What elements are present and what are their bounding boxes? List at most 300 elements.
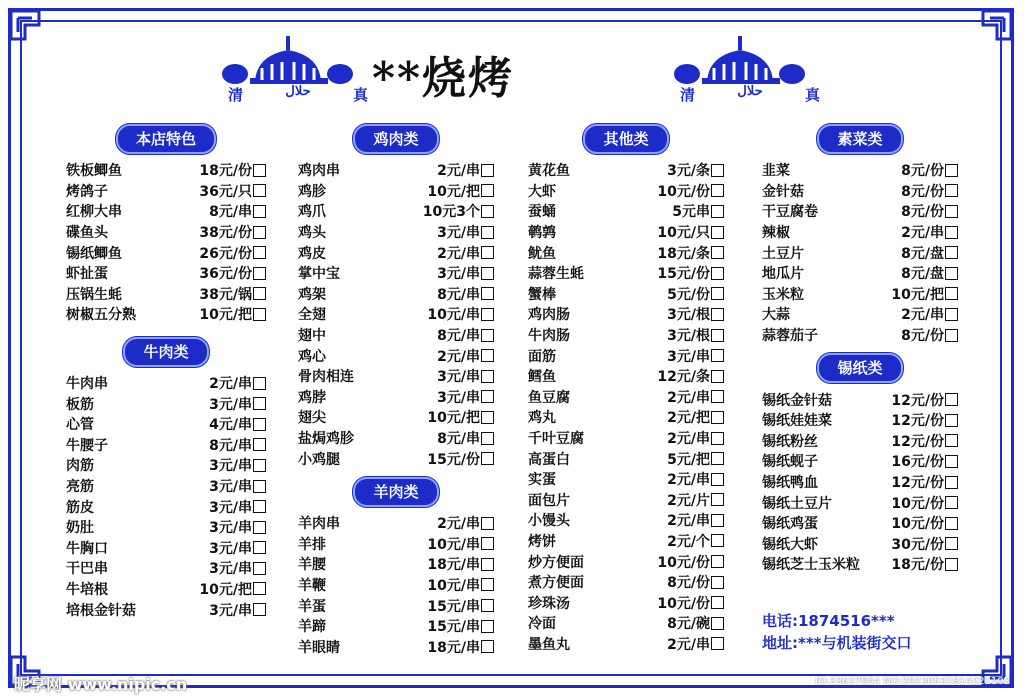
section-list-lamb (298, 513, 494, 657)
menu-item-name: 高蛋白 (528, 451, 570, 468)
menu-item-price-group (427, 596, 494, 616)
menu-item-price-group (437, 346, 494, 366)
menu-item-price: 10元3个 (422, 204, 480, 221)
order-checkbox[interactable] (481, 620, 494, 633)
menu-item-price: 2元/串 (667, 472, 710, 489)
menu-item-price-group (437, 325, 494, 345)
section-badge-lamb: 羊肉类 (353, 477, 438, 507)
section-badge-specialty: 本店特色 (116, 124, 216, 154)
menu-item-name: 蒜蓉茄子 (762, 328, 818, 345)
menu-item-name: 小鸡腿 (298, 451, 340, 468)
menu-item-name: 肉筋 (66, 458, 94, 475)
logo-script: ﺣﻼﻝ (737, 84, 763, 99)
menu-item-row (66, 476, 266, 497)
page-title: **烧烤 (372, 53, 515, 104)
menu-item-price-group (437, 222, 494, 242)
menu-item-name: 羊眼睛 (298, 639, 340, 656)
order-checkbox[interactable] (945, 558, 958, 571)
menu-item-price: 3元/串 (437, 389, 480, 406)
order-checkbox[interactable] (711, 555, 724, 568)
order-checkbox[interactable] (945, 287, 958, 300)
menu-item-name: 培根金针菇 (66, 602, 136, 619)
menu-item-name: 大虾 (528, 183, 556, 200)
menu-item-name: 板筋 (66, 396, 94, 413)
order-checkbox[interactable] (481, 640, 494, 653)
menu-item-row (762, 181, 958, 202)
menu-item-name: 面包片 (528, 492, 570, 509)
menu-item-row (66, 414, 266, 435)
order-checkbox[interactable] (945, 537, 958, 550)
menu-item-price: 12元/条 (657, 369, 710, 386)
menu-item-price-group (667, 531, 724, 551)
menu-item-price-group (672, 201, 724, 221)
menu-item-row (762, 160, 958, 181)
order-checkbox[interactable] (253, 246, 266, 259)
menu-item-price-group (667, 407, 724, 427)
menu-item-price-group (199, 284, 266, 304)
menu-item-price: 10元/把 (427, 183, 480, 200)
menu-item-price: 2元/串 (667, 389, 710, 406)
menu-item-row (528, 181, 724, 202)
address: 地址:***与机装街交口 (762, 634, 912, 652)
order-checkbox[interactable] (481, 599, 494, 612)
mosque-icon (220, 34, 370, 86)
section-badge-foil: 锡纸类 (817, 353, 902, 383)
menu-item-row (528, 407, 724, 428)
menu-item-price-group (667, 449, 724, 469)
menu-item-row (762, 534, 958, 555)
order-checkbox[interactable] (253, 226, 266, 239)
menu-item-row (298, 304, 494, 325)
order-checkbox[interactable] (711, 390, 724, 403)
order-checkbox[interactable] (481, 164, 494, 177)
menu-item-price: 18元/份 (199, 163, 252, 180)
order-checkbox[interactable] (253, 418, 266, 431)
menu-item-price-group (437, 160, 494, 180)
order-checkbox[interactable] (253, 582, 266, 595)
order-checkbox[interactable] (711, 596, 724, 609)
menu-item-price: 30元/份 (891, 536, 944, 553)
menu-item-row (298, 534, 494, 555)
menu-item-price: 18元/串 (427, 557, 480, 574)
menu-item-price-group (437, 387, 494, 407)
menu-item-name: 翅尖 (298, 410, 326, 427)
order-checkbox[interactable] (945, 496, 958, 509)
menu-item-row (66, 599, 266, 620)
menu-item-name: 羊排 (298, 536, 326, 553)
menu-item-price-group (667, 284, 724, 304)
menu-item-row (528, 387, 724, 408)
menu-item-name: 炒方便面 (528, 554, 584, 571)
order-checkbox[interactable] (945, 455, 958, 468)
menu-item-name: 筋皮 (66, 499, 94, 516)
menu-item-price: 3元/串 (209, 396, 252, 413)
order-checkbox[interactable] (253, 184, 266, 197)
menu-item-row (66, 496, 266, 517)
menu-item-row (762, 242, 958, 263)
menu-item-row (528, 242, 724, 263)
order-checkbox[interactable] (481, 246, 494, 259)
order-checkbox[interactable] (481, 329, 494, 342)
menu-item-price-group (209, 517, 266, 537)
menu-item-name: 鸡架 (298, 286, 326, 303)
menu-item-name: 实蛋 (528, 472, 556, 489)
order-checkbox[interactable] (711, 637, 724, 650)
menu-item-row (528, 531, 724, 552)
menu-item-price-group (423, 201, 494, 221)
site-watermark: 昵享网 www.nipic.cn (14, 675, 188, 694)
order-checkbox[interactable] (945, 476, 958, 489)
menu-item-name: 牛腰子 (66, 437, 108, 454)
menu-item-row (762, 554, 958, 575)
order-checkbox[interactable] (711, 514, 724, 527)
menu-item-row (762, 492, 958, 513)
menu-item-row (762, 263, 958, 284)
menu-item-price: 3元/串 (209, 499, 252, 516)
menu-item-price-group (657, 552, 724, 572)
menu-item-name: 鸡皮 (298, 245, 326, 262)
order-checkbox[interactable] (253, 205, 266, 218)
menu-item-price: 16元/份 (891, 454, 944, 471)
menu-item-row (762, 284, 958, 305)
order-checkbox[interactable] (945, 393, 958, 406)
order-checkbox[interactable] (945, 329, 958, 342)
menu-item-price-group (209, 201, 266, 221)
order-checkbox[interactable] (253, 377, 266, 390)
menu-item-price-group (209, 435, 266, 455)
menu-item-price-group (901, 304, 958, 324)
menu-item-row (528, 551, 724, 572)
section-badge-other: 其他类 (583, 124, 668, 154)
menu-item-price: 12元/份 (891, 392, 944, 409)
order-checkbox[interactable] (945, 164, 958, 177)
menu-item-name: 鱿鱼 (528, 245, 556, 262)
order-checkbox[interactable] (253, 397, 266, 410)
menu-item-row (66, 579, 266, 600)
menu-item-name: 锡纸鲫鱼 (66, 245, 122, 262)
menu-item-price: 2元/串 (437, 348, 480, 365)
menu-item-name: 鹌鹑 (528, 225, 556, 242)
menu-item-price: 36元/只 (199, 183, 252, 200)
menu-item-name: 蟹棒 (528, 286, 556, 303)
order-checkbox[interactable] (253, 267, 266, 280)
order-checkbox[interactable] (945, 434, 958, 447)
menu-item-price-group (901, 160, 958, 180)
order-checkbox[interactable] (945, 226, 958, 239)
menu-item-price-group (667, 160, 724, 180)
order-checkbox[interactable] (945, 517, 958, 530)
menu-item-row (66, 181, 266, 202)
menu-item-price: 2元/片 (667, 492, 710, 509)
logo-char-right: 真 (352, 86, 368, 104)
mosque-icon (672, 34, 822, 86)
order-checkbox[interactable] (945, 205, 958, 218)
menu-item-name: 锡纸娃娃菜 (762, 413, 832, 430)
logo-script: ﺣﻼﻝ (285, 84, 311, 99)
menu-item-price: 10元/只 (657, 225, 710, 242)
order-checkbox[interactable] (253, 541, 266, 554)
logo-char-left: 清 (228, 86, 244, 104)
menu-item-price: 10元/把 (427, 410, 480, 427)
menu-item-name: 锡纸大虾 (762, 536, 818, 553)
menu-item-row (762, 513, 958, 534)
menu-item-price: 8元/份 (901, 163, 944, 180)
menu-item-price: 18元/份 (891, 557, 944, 574)
menu-item-name: 面筋 (528, 348, 556, 365)
menu-item-row (762, 222, 958, 243)
menu-item-name: 羊肉串 (298, 516, 340, 533)
menu-item-price-group (667, 387, 724, 407)
menu-item-name: 全翅 (298, 307, 326, 324)
menu-item-price-group (891, 284, 958, 304)
menu-item-name: 牛肉串 (66, 376, 108, 393)
menu-item-name: 蒜蓉生蚝 (528, 266, 584, 283)
menu-item-name: 碟鱼头 (66, 225, 108, 242)
menu-item-name: 牛胸口 (66, 540, 108, 557)
menu-item-price: 8元/串 (209, 204, 252, 221)
order-checkbox[interactable] (711, 246, 724, 259)
order-checkbox[interactable] (481, 267, 494, 280)
menu-item-row (66, 558, 266, 579)
menu-item-price-group (199, 181, 266, 201)
order-checkbox[interactable] (481, 558, 494, 571)
menu-item-price-group (209, 600, 266, 620)
order-checkbox[interactable] (253, 287, 266, 300)
menu-item-price-group (901, 222, 958, 242)
menu-item-name: 红柳大串 (66, 204, 122, 221)
order-checkbox[interactable] (711, 370, 724, 383)
menu-item-row (528, 469, 724, 490)
menu-item-price-group (427, 407, 494, 427)
order-checkbox[interactable] (711, 164, 724, 177)
menu-item-name: 奶肚 (66, 520, 94, 537)
menu-item-price-group (437, 428, 494, 448)
order-checkbox[interactable] (711, 205, 724, 218)
order-checkbox[interactable] (711, 432, 724, 445)
menu-item-price-group (667, 490, 724, 510)
menu-item-row (528, 201, 724, 222)
menu-item-row (528, 160, 724, 181)
menu-item-price: 2元/把 (667, 410, 710, 427)
menu-item-row (298, 554, 494, 575)
menu-item-name: 鸡心 (298, 348, 326, 365)
menu-item-price-group (437, 243, 494, 263)
menu-item-price: 15元/份 (427, 451, 480, 468)
menu-item-price: 10元/把 (199, 581, 252, 598)
section-badge-vegetable: 素菜类 (817, 124, 902, 154)
menu-item-row (298, 201, 494, 222)
order-checkbox[interactable] (253, 603, 266, 616)
menu-item-price-group (209, 497, 266, 517)
menu-item-row (528, 510, 724, 531)
order-checkbox[interactable] (481, 226, 494, 239)
order-checkbox[interactable] (945, 246, 958, 259)
menu-item-row (66, 455, 266, 476)
menu-item-price: 15元/份 (657, 266, 710, 283)
menu-item-row (298, 636, 494, 657)
menu-item-price-group (667, 613, 724, 633)
menu-item-price-group (891, 493, 958, 513)
menu-item-name: 小馒头 (528, 513, 570, 530)
order-checkbox[interactable] (481, 517, 494, 530)
halal-logo-left (220, 34, 370, 104)
order-checkbox[interactable] (253, 480, 266, 493)
order-checkbox[interactable] (711, 308, 724, 321)
menu-item-price-group (427, 304, 494, 324)
order-checkbox[interactable] (481, 390, 494, 403)
menu-item-row (528, 592, 724, 613)
phone-number: 电话:1874516*** (762, 612, 895, 630)
menu-item-price: 8元/份 (901, 328, 944, 345)
menu-item-price-group (199, 579, 266, 599)
menu-item-price: 3元/串 (437, 225, 480, 242)
menu-column-2 (298, 124, 494, 657)
menu-item-price: 5元/份 (667, 286, 710, 303)
menu-item-row (298, 428, 494, 449)
menu-item-row (528, 366, 724, 387)
menu-item-price-group (657, 593, 724, 613)
order-checkbox[interactable] (711, 617, 724, 630)
menu-item-price: 3元/串 (209, 602, 252, 619)
menu-item-price: 8元/串 (209, 437, 252, 454)
order-checkbox[interactable] (481, 411, 494, 424)
order-checkbox[interactable] (481, 432, 494, 445)
menu-item-row (298, 407, 494, 428)
menu-item-price: 3元/串 (667, 348, 710, 365)
order-checkbox[interactable] (481, 370, 494, 383)
order-checkbox[interactable] (711, 349, 724, 362)
menu-item-price: 2元/串 (209, 376, 252, 393)
menu-item-price-group (657, 181, 724, 201)
order-checkbox[interactable] (711, 493, 724, 506)
order-checkbox[interactable] (711, 576, 724, 589)
order-checkbox[interactable] (253, 164, 266, 177)
menu-item-price-group (667, 572, 724, 592)
menu-item-price-group (891, 390, 958, 410)
order-checkbox[interactable] (253, 500, 266, 513)
menu-item-name: 锡纸土豆片 (762, 495, 832, 512)
order-checkbox[interactable] (945, 414, 958, 427)
order-checkbox[interactable] (711, 452, 724, 465)
menu-item-name: 鸡脖 (298, 389, 326, 406)
menu-column-4 (762, 124, 958, 575)
section-badge-beef: 牛肉类 (123, 337, 208, 367)
menu-item-name: 羊蛋 (298, 598, 326, 615)
menu-item-price: 8元/份 (901, 204, 944, 221)
order-checkbox[interactable] (481, 349, 494, 362)
menu-item-price: 8元/盘 (901, 245, 944, 262)
order-checkbox[interactable] (711, 226, 724, 239)
menu-item-name: 鸡胗 (298, 183, 326, 200)
order-checkbox[interactable] (711, 534, 724, 547)
menu-item-name: 锡纸鸭血 (762, 475, 818, 492)
order-checkbox[interactable] (481, 537, 494, 550)
menu-item-price-group (209, 373, 266, 393)
order-checkbox[interactable] (253, 438, 266, 451)
menu-item-price-group (209, 414, 266, 434)
menu-item-price: 8元/串 (437, 286, 480, 303)
menu-item-row (528, 490, 724, 511)
menu-item-price-group (657, 222, 724, 242)
menu-item-price: 3元/串 (437, 369, 480, 386)
menu-item-row (528, 613, 724, 634)
menu-item-price: 8元/碗 (667, 616, 710, 633)
menu-item-price: 3元/串 (209, 458, 252, 475)
menu-item-name: 牛肉肠 (528, 328, 570, 345)
menu-item-name: 鸡头 (298, 225, 326, 242)
order-checkbox[interactable] (711, 329, 724, 342)
menu-item-price: 3元/条 (667, 163, 710, 180)
menu-item-price-group (209, 455, 266, 475)
menu-item-row (66, 242, 266, 263)
section-list-foil (762, 389, 958, 574)
menu-item-row (298, 513, 494, 534)
menu-item-price-group (427, 534, 494, 554)
order-checkbox[interactable] (481, 452, 494, 465)
menu-item-name: 锡纸金针菇 (762, 392, 832, 409)
order-checkbox[interactable] (481, 184, 494, 197)
menu-item-price-group (199, 304, 266, 324)
menu-item-price: 5元/把 (667, 451, 710, 468)
order-checkbox[interactable] (945, 184, 958, 197)
menu-item-row (298, 242, 494, 263)
order-checkbox[interactable] (253, 459, 266, 472)
menu-item-row (298, 387, 494, 408)
menu-item-price: 3元/串 (437, 266, 480, 283)
menu-item-name: 羊腰 (298, 557, 326, 574)
order-checkbox[interactable] (711, 184, 724, 197)
menu-item-price-group (901, 325, 958, 345)
menu-item-row (66, 435, 266, 456)
order-checkbox[interactable] (253, 562, 266, 575)
menu-item-name: 烤鸽子 (66, 183, 108, 200)
menu-item-row (298, 222, 494, 243)
menu-item-price-group (437, 513, 494, 533)
order-checkbox[interactable] (711, 287, 724, 300)
menu-item-name: 冷面 (528, 616, 556, 633)
order-checkbox[interactable] (253, 308, 266, 321)
menu-item-row (528, 345, 724, 366)
order-checkbox[interactable] (481, 308, 494, 321)
menu-item-name: 锡纸蚬子 (762, 454, 818, 471)
menu-column-1 (66, 124, 266, 620)
menu-item-price: 8元/串 (437, 431, 480, 448)
menu-item-name: 压锅生蚝 (66, 286, 122, 303)
order-checkbox[interactable] (945, 267, 958, 280)
menu-item-price: 38元/份 (199, 225, 252, 242)
menu-item-name: 虾扯蛋 (66, 266, 108, 283)
order-checkbox[interactable] (711, 473, 724, 486)
menu-item-price: 2元/串 (667, 636, 710, 653)
menu-item-name: 干豆腐卷 (762, 204, 818, 221)
order-checkbox[interactable] (481, 205, 494, 218)
menu-item-row (66, 263, 266, 284)
menu-item-name: 珍珠汤 (528, 595, 570, 612)
menu-item-price: 2元/串 (667, 513, 710, 530)
menu-item-price: 26元/份 (199, 245, 252, 262)
order-checkbox[interactable] (711, 411, 724, 424)
menu-item-price: 2元/串 (901, 225, 944, 242)
order-checkbox[interactable] (711, 267, 724, 280)
order-checkbox[interactable] (481, 578, 494, 591)
menu-item-price: 10元/份 (657, 595, 710, 612)
menu-item-price-group (427, 554, 494, 574)
order-checkbox[interactable] (253, 521, 266, 534)
menu-item-row (66, 517, 266, 538)
order-checkbox[interactable] (481, 287, 494, 300)
order-checkbox[interactable] (945, 308, 958, 321)
menu-item-price: 18元/串 (427, 639, 480, 656)
